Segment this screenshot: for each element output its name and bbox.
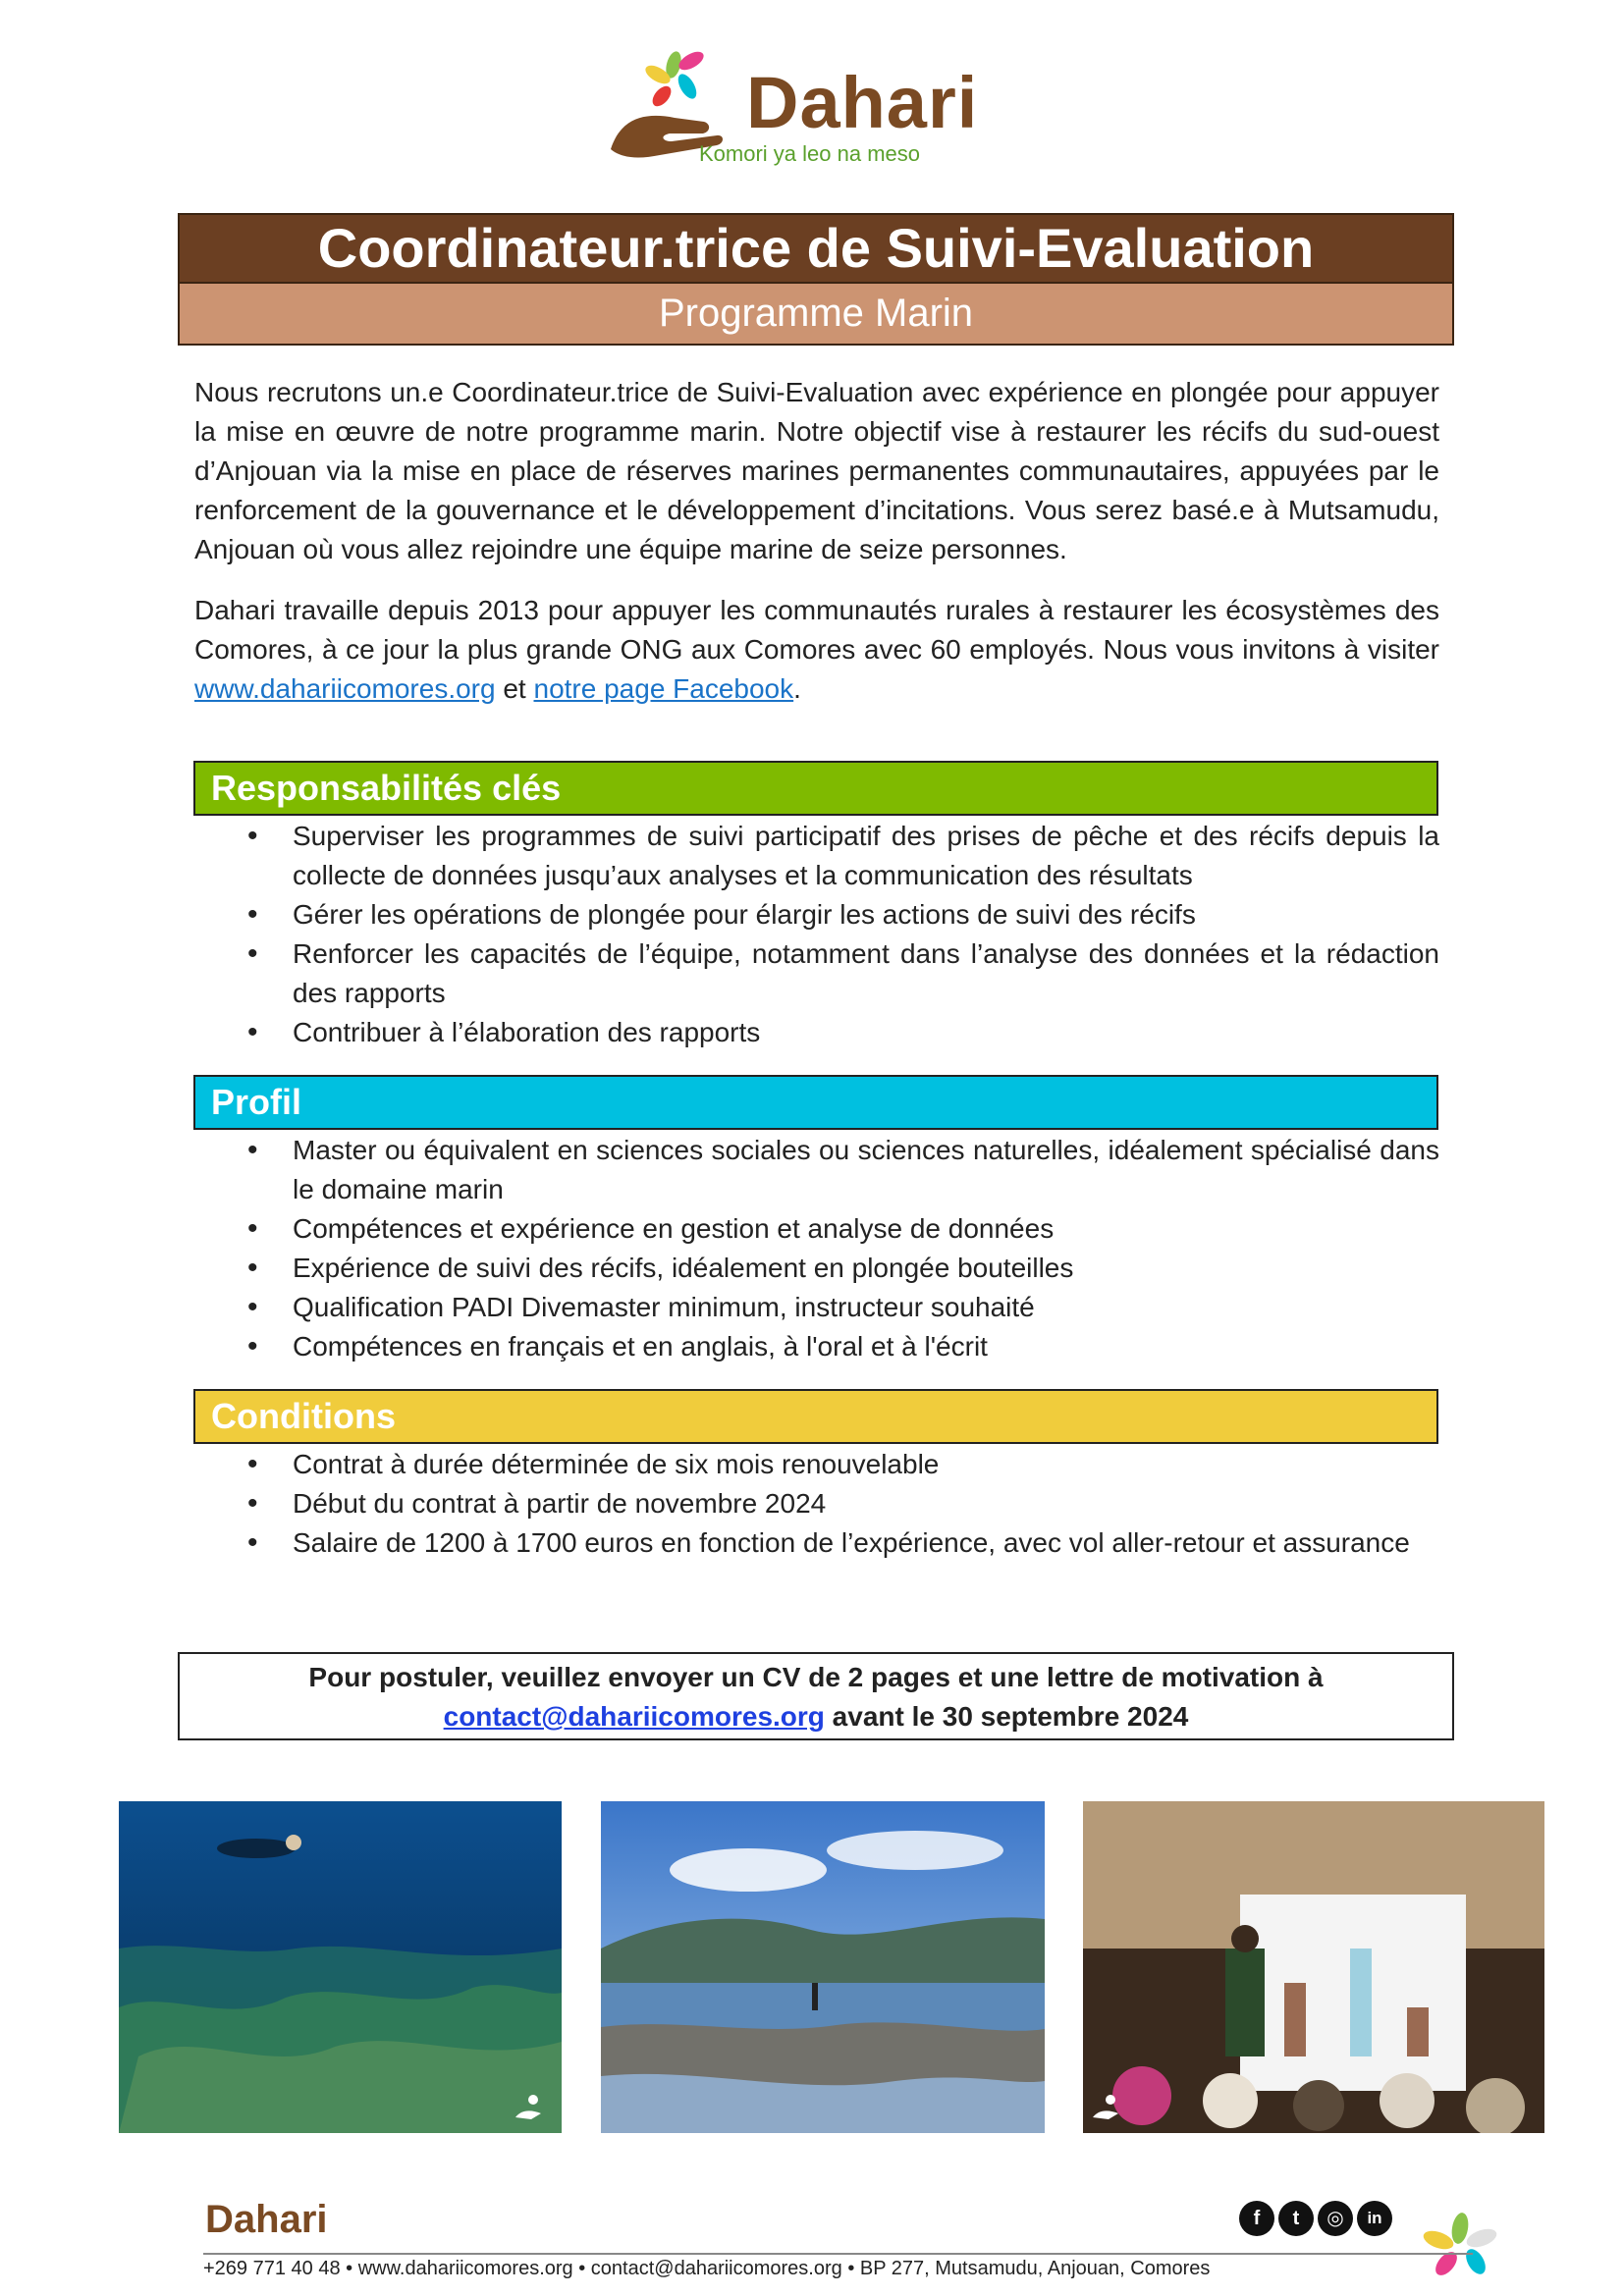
intro-paragraph: Nous recrutons un.e Coordinateur.trice de Suivi-Evaluation avec expérience en plongée pour appuyer la mise en œuvre de notre programme marin. Notre objectif vise à restaurer les récifs du sud-ouest d’Anjouan via la mise en place de réserves marines permanentes communautaires, appuyées par le renforcement de la gouvernance et le développement d’incitations. Vous serez basé.e à Mutsamudu, Anjouan où vous allez rejoindre une équipe marine de seize personnes.	[194, 377, 1439, 564]
list-item: • Renforcer les capacités de l’équipe, notamment dans l’analyse des données et la rédaction des rapports	[194, 934, 1439, 1013]
list-item: • Compétences en français et en anglais, à l'oral et à l'écrit	[194, 1327, 1439, 1366]
photo-coast	[601, 1801, 1045, 2133]
list-item: • Contribuer à l’élaboration des rapports	[194, 1013, 1439, 1052]
logo-name: Dahari	[746, 62, 979, 143]
conditions-list	[194, 1445, 1439, 1563]
watermark-logo-icon	[1089, 2090, 1126, 2123]
list-item: • Gérer les opérations de plongée pour élargir les actions de suivi des récifs	[194, 895, 1439, 934]
about-paragraph	[194, 591, 1439, 709]
list-item: • Master ou équivalent en sciences sociales ou sciences naturelles, idéalement spécialisé dans le domaine marin	[194, 1131, 1439, 1209]
footer-contact: +269 771 40 48 • www.dahariicomores.org • contact@dahariicomores.org • BP 277, Mutsamudu, Anjouan, Comores	[203, 2258, 1211, 2279]
website-link[interactable]: www.dahariicomores.org	[194, 673, 496, 704]
list-item: • Salaire de 1200 à 1700 euros en fonction de l’expérience, avec vol aller-retour et assurance	[194, 1523, 1439, 1563]
photo-reef-diver	[119, 1801, 562, 2133]
facebook-link[interactable]: notre page Facebook	[533, 673, 794, 704]
apply-line1: Pour postuler, veuillez envoyer un CV de 2 pages et une lettre de motivation à	[308, 1662, 1324, 1692]
program-subtitle: Programme Marin	[658, 292, 974, 335]
section-header-profil	[193, 1075, 1438, 1130]
apply-deadline: avant le 30 septembre 2024	[824, 1701, 1189, 1732]
logo-tagline: Komori ya leo na meso	[699, 141, 920, 166]
facebook-icon[interactable]: f	[1239, 2201, 1274, 2236]
footer-flower-icon	[1419, 2209, 1503, 2287]
job-title: Coordinateur.trice de Suivi-Evaluation	[317, 217, 1315, 279]
about-and: et	[503, 673, 526, 704]
list-item: • Qualification PADI Divemaster minimum, instructeur souhaité	[194, 1288, 1439, 1327]
list-item: • Superviser les programmes de suivi participatif des prises de pêche et des récifs depuis la collecte de données jusqu’aux analyses et la communication des résultats	[194, 817, 1439, 895]
list-item: • Compétences et expérience en gestion et analyse de données	[194, 1209, 1439, 1249]
about-end: .	[793, 673, 801, 704]
about-text: Dahari travaille depuis 2013 pour appuyer les communautés rurales à restaurer les écosystèmes des Comores, à ce jour la plus grande ONG aux Comores avec 60 employés. Nous vous invitons à visiter	[194, 595, 1439, 665]
apply-line2-wrap	[180, 1697, 1452, 1736]
footer-brand: Dahari	[205, 2198, 328, 2241]
watermark-logo-icon	[512, 2090, 549, 2123]
list-item: • Contrat à durée déterminée de six mois renouvelable	[194, 1445, 1439, 1484]
instagram-icon[interactable]: ◎	[1318, 2201, 1353, 2236]
list-item: • Expérience de suivi des récifs, idéalement en plongée bouteilles	[194, 1249, 1439, 1288]
subtitle-banner	[178, 284, 1454, 346]
list-item: • Début du contrat à partir de novembre 2024	[194, 1484, 1439, 1523]
profil-list	[194, 1131, 1439, 1366]
photo-presentation	[1083, 1801, 1544, 2133]
email-link[interactable]: contact@dahariicomores.org	[443, 1701, 825, 1732]
header-logo	[601, 39, 979, 167]
section-header-responsabilites	[193, 761, 1438, 816]
title-banner	[178, 213, 1454, 284]
footer-divider	[203, 2253, 1473, 2255]
linkedin-icon[interactable]: in	[1357, 2201, 1392, 2236]
section-title: Profil	[211, 1082, 302, 1122]
section-header-conditions	[193, 1389, 1438, 1444]
section-title: Responsabilités clés	[211, 768, 562, 808]
responsabilites-list	[194, 817, 1439, 1052]
section-title: Conditions	[211, 1396, 396, 1436]
twitter-icon[interactable]: t	[1278, 2201, 1314, 2236]
apply-box	[178, 1652, 1454, 1740]
